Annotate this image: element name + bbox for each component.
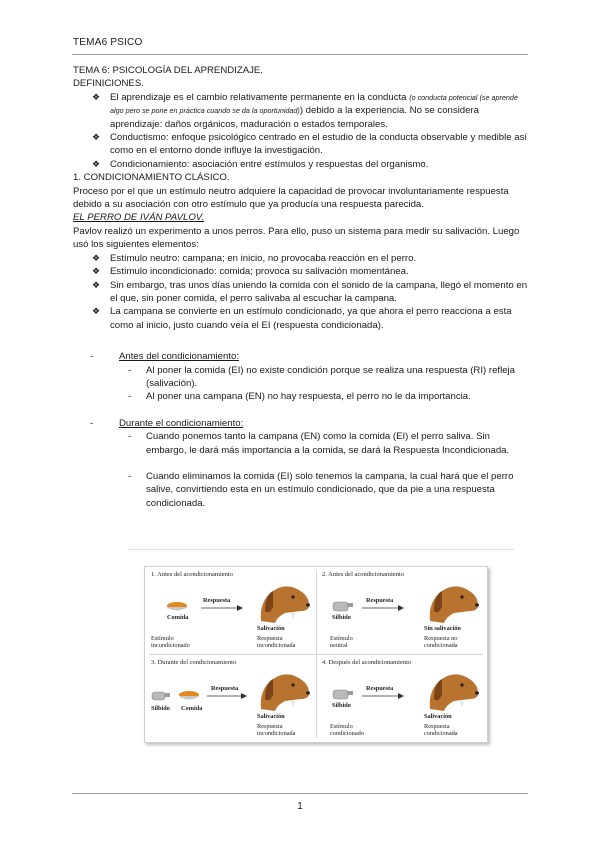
before-heading: - Antes del condicionamiento: — [90, 351, 239, 363]
panel-title: 4. Después del acondicionamiento — [322, 659, 412, 666]
whistle-icon — [332, 687, 354, 701]
stimulus-label: Silbido — [151, 705, 170, 712]
dash-bullet: - — [128, 470, 132, 482]
arrow-icon — [362, 605, 404, 611]
dog-icon — [251, 577, 311, 623]
document-body — [73, 64, 528, 510]
section-intro: Proceso por el que un estímulo neutro adquiere la capacidad de provocar involuntariamente respuesta debido a su asociación con otro estímulo que ya producía una respuesta parecida. — [73, 185, 509, 211]
whistle-icon — [332, 599, 354, 613]
response-label: Salivación — [257, 713, 285, 720]
food-bowl-icon — [177, 690, 201, 702]
page-number: 1 — [297, 801, 303, 812]
figure-panel-2 — [316, 567, 487, 654]
stimulus-type-label: Estímulo incondicionado — [151, 635, 190, 649]
arrow-label: Respuesta — [211, 685, 239, 692]
arrow-label: Respuesta — [203, 597, 231, 604]
panel-title: 2. Antes del acondicionamiento — [322, 571, 404, 578]
definitions-heading: DEFINICIONES. — [73, 78, 144, 90]
response-type-label: Respuesta incondicionada — [257, 635, 296, 649]
food-bowl-icon — [165, 601, 189, 613]
pavlov-item: ❖ Sin embargo, tras unos días uniendo la comida con el sonido de la campana, llegó el momento en el que, sin poner comida, el perro salivaba al escuchar la campana. — [92, 279, 528, 304]
diamond-bullet-icon: ❖ — [92, 266, 101, 277]
response-type-label: Respuesta incondicionada — [257, 723, 296, 737]
faded-line — [128, 549, 513, 550]
dog-icon — [251, 665, 311, 711]
document-title: TEMA 6: PSICOLOGÍA DEL APRENDIZAJE. — [73, 65, 263, 76]
dash-bullet: - — [90, 417, 94, 429]
definition-note: (o conducta potencial (se aprende algo pero se pone en práctica cuando se da la oportunidad) — [110, 92, 518, 116]
pavlov-item: ❖ La campana se convierte en un estímulo condicionado, ya que ahora el perro reacciona a esta como al inicio, justo cuando veía el EI (respuesta condicionada). — [92, 306, 512, 331]
before-item: - Al poner la comida (EI) no existe condición porque se realiza una respuesta (RI) refleja (salivación). — [128, 364, 516, 389]
during-item: - Cuando ponemos tanto la campana (EN) como la comida (EI) el perro saliva. Sin embargo, le dará más importancia a la comida, se dará la Respuesta Incondicionada. — [128, 431, 510, 456]
during-heading: - Durante el condicionamiento: — [90, 417, 244, 429]
stimulus-label: Silbido — [332, 614, 351, 621]
before-item: - Al poner una campana (EN) no hay respuesta, el perro no le da importancia. — [128, 391, 471, 403]
dash-bullet: - — [128, 364, 132, 376]
response-label: Salivación — [424, 713, 452, 720]
dog-icon — [420, 665, 480, 711]
header-divider — [72, 54, 528, 55]
diamond-bullet-icon: ❖ — [92, 158, 101, 169]
stimulus-label: Comida — [167, 614, 189, 621]
dash-bullet: - — [128, 391, 132, 403]
arrow-icon — [362, 693, 404, 699]
stimulus-label: Comida — [181, 705, 203, 712]
panel-title: 1. Antes del acondicionamiento — [151, 571, 233, 578]
footer-divider — [72, 793, 528, 794]
pavlov-heading: EL PERRO DE IVÁN PAVLOV. — [73, 212, 205, 224]
stimulus-type-label: Estímulo condicionado — [330, 723, 364, 737]
pavlov-item: ❖ Estímulo incondicionado: comida; provoca su salivación momentánea. — [92, 266, 409, 278]
page-header: TEMA6 PSICO — [73, 37, 143, 48]
stimulus-label: Silbido — [332, 702, 351, 709]
panel-title: 3. Durante del condicionamiento — [151, 659, 237, 666]
during-item: - Cuando eliminamos la comida (EI) solo tenemos la campana, la cual hará que el perro salive, convirtiendo esta en un estímulo condicionado, que da pie a una respuesta condicionada. — [128, 470, 514, 509]
stimulus-type-label: Estímulo neutral — [330, 635, 353, 649]
figure-panel-3 — [145, 655, 316, 742]
definition-item: ❖ Condicionamiento: asociación entre estímulos y respuestas del organismo. — [92, 158, 429, 170]
dash-bullet: - — [90, 351, 94, 363]
figure-panel-1 — [145, 567, 316, 654]
dash-bullet: - — [128, 431, 132, 443]
diamond-bullet-icon: ❖ — [92, 306, 101, 317]
definition-item: ❖ El aprendizaje es el cambio relativamente permanente en la conducta (o conducta potencial (se aprende algo pero se pone en práctica cuando se da la oportunidad)) debido a la experiencia. No se considera aprendizaje: daños orgánicos, maduración o estados temporales. — [92, 91, 518, 130]
arrow-icon — [201, 605, 243, 611]
response-type-label: Respuesta condicionada — [424, 723, 458, 737]
conditioning-figure — [144, 566, 488, 743]
arrow-icon — [207, 693, 247, 699]
diamond-bullet-icon: ❖ — [92, 252, 101, 263]
response-label: Salivación — [257, 625, 285, 632]
pavlov-intro: Pavlov realizó un experimento a unos perros. Para ello, puso un sistema para medir su salivación. Luego usó los siguientes elementos: — [73, 225, 520, 251]
pavlov-item: ❖ Estímulo neutro: campana; en inicio, no provocaba reacción en el perro. — [92, 252, 417, 264]
section-heading: 1. CONDICIONAMIENTO CLÁSICO. — [73, 172, 230, 184]
definition-item: ❖ Conductismo: enfoque psicológico centrado en el estudio de la conducta observable y medible así como en el entorno donde influye la investigación. — [92, 132, 528, 157]
arrow-label: Respuesta — [366, 685, 394, 692]
diamond-bullet-icon: ❖ — [92, 279, 101, 290]
response-label: Sin salivación — [424, 625, 461, 632]
dog-icon — [420, 577, 480, 623]
diamond-bullet-icon: ❖ — [92, 91, 101, 102]
diamond-bullet-icon: ❖ — [92, 132, 101, 143]
response-type-label: Respuesta no condicionada — [424, 635, 458, 649]
whistle-icon — [151, 689, 171, 702]
figure-panel-4 — [316, 655, 487, 742]
arrow-label: Respuesta — [366, 597, 394, 604]
